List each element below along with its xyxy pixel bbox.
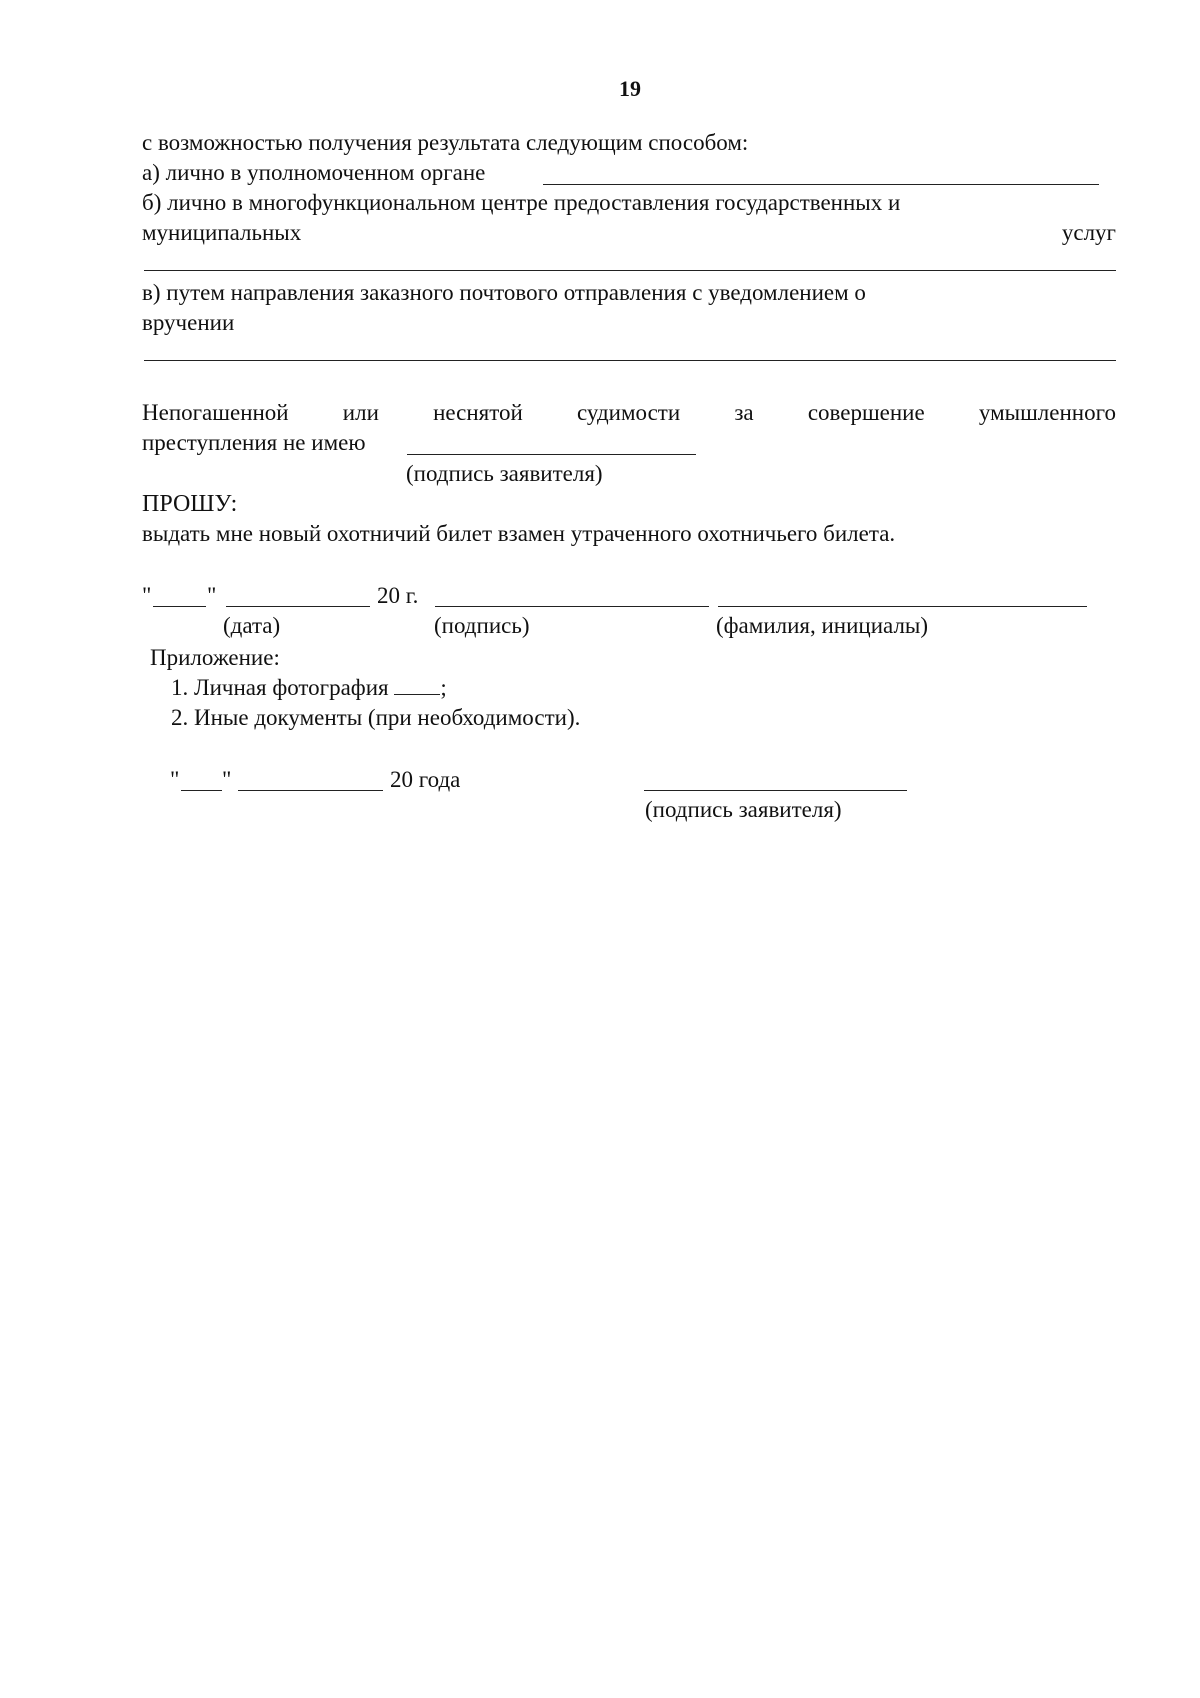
date-signature-blank[interactable]: [435, 606, 709, 607]
option-b-line2: [142, 218, 1116, 248]
caption-date: (дата): [223, 613, 281, 638]
option-v-blank[interactable]: [144, 360, 1116, 361]
final-day-blank[interactable]: [181, 790, 222, 791]
option-v-line1: в) путем направления заказного почтового отправления с уведомлением о: [142, 280, 866, 305]
conviction-signature-blank[interactable]: [407, 454, 696, 455]
final-year-text: 20 года: [390, 767, 461, 792]
final-month-blank[interactable]: [238, 790, 383, 791]
date-year-prefix: 20 г.: [377, 583, 419, 608]
conviction-word: за: [734, 400, 754, 425]
option-a-blank[interactable]: [543, 184, 1099, 185]
request-heading: ПРОШУ:: [142, 491, 238, 517]
date-quote-close: ": [207, 583, 217, 608]
attachment-heading: Приложение:: [150, 645, 280, 670]
option-a-label: а) лично в уполномоченном органе: [142, 160, 486, 185]
conviction-line2: преступления не имею: [142, 430, 366, 455]
attachment-item-1-label: 1. Личная фотография: [171, 675, 389, 700]
conviction-word: неснятой: [433, 400, 523, 425]
conviction-word: Непогашенной: [142, 400, 289, 425]
page-number: 19: [619, 76, 641, 101]
option-v-line2: вручении: [142, 310, 235, 335]
conviction-signature-caption: (подпись заявителя): [406, 461, 603, 486]
option-b-blank[interactable]: [144, 270, 1116, 271]
result-intro: с возможностью получения результата следующим способом:: [142, 130, 749, 155]
request-text: выдать мне новый охотничий билет взамен утраченного охотничьего билета.: [142, 521, 896, 546]
conviction-word: совершение: [807, 400, 925, 425]
final-quote-close: ": [222, 767, 232, 792]
date-day-blank[interactable]: [153, 606, 206, 607]
date-name-blank[interactable]: [718, 606, 1087, 607]
conviction-line1: [142, 398, 1116, 428]
attachment-item-1: [171, 673, 447, 703]
attachment-item-1-end: ;: [440, 675, 447, 700]
conviction-word: умышленного: [978, 400, 1116, 425]
attachment-item-2: 2. Иные документы (при необходимости).: [171, 705, 581, 730]
date-quote-open: ": [142, 583, 152, 608]
option-b-word-left: муниципальных: [142, 220, 302, 245]
final-signature-blank[interactable]: [644, 790, 907, 791]
caption-signature: (подпись): [434, 613, 530, 638]
option-b-word-right: услуг: [1061, 220, 1116, 245]
conviction-word: судимости: [577, 400, 681, 425]
caption-name: (фамилия, инициалы): [716, 613, 929, 638]
photo-count-blank[interactable]: [394, 676, 440, 695]
conviction-word: или: [342, 400, 379, 425]
date-month-blank[interactable]: [226, 606, 370, 607]
final-quote-open: ": [170, 767, 180, 792]
option-b-line1: б) лично в многофункциональном центре предоставления государственных и: [142, 190, 901, 215]
final-signature-caption: (подпись заявителя): [645, 797, 842, 822]
